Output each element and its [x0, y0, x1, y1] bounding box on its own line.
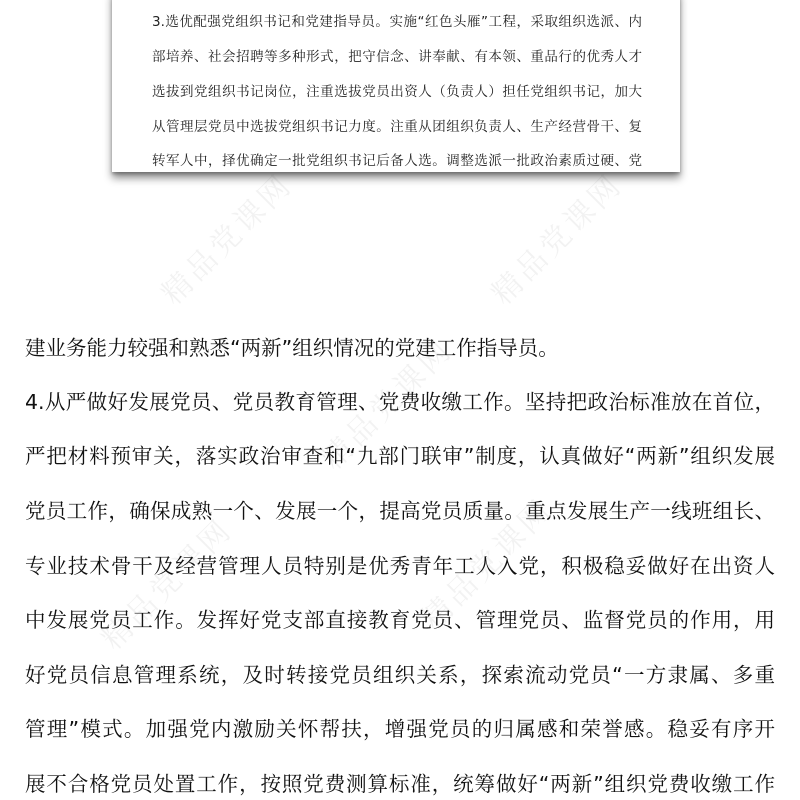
body-text-line: 党员工作，确保成熟一个、发展一个，提高党员质量。重点发展生产一线班组长、 [25, 499, 775, 523]
watermark: 精品党课网 [484, 166, 630, 312]
card-text-line: 3.选优配强党组织书记和党建指导员。实施“红色头雁”工程，采取组织选派、内 [152, 14, 642, 30]
body-text-line: 专业技术骨干及经营管理人员特别是优秀青年工人入党，积极稳妥做好在出资人 [25, 554, 775, 578]
card-text-line: 选拔到党组织书记岗位，注重选拔党员出资人（负责人）担任党组织书记，加大 [152, 84, 642, 100]
watermark: 精品党课网 [314, 331, 460, 477]
body-text-line: 4.从严做好发展党员、党员教育管理、党费收缴工作。坚持把政治标准放在首位， [25, 390, 775, 414]
card-text-line: 从管理层党员中选拔党组织书记力度。注重从团组织负责人、生产经营骨干、复 [152, 119, 642, 135]
card-text-line: 部培养、社会招聘等多种形式，把守信念、讲奉献、有本领、重品行的优秀人才 [152, 49, 642, 65]
body-text-line: 展不合格党员处置工作，按照党费测算标准，统筹做好“两新”组织党费收缴工作 [25, 772, 775, 796]
watermark: 精品党课网 [414, 491, 560, 637]
watermark: 精品党课网 [154, 166, 300, 312]
body-text-line: 管理”模式。加强党内激励关怀帮扶，增强党员的归属感和荣誉感。稳妥有序开 [25, 717, 775, 741]
body-text-line: 严把材料预审关，落实政治审查和“九部门联审”制度，认真做好“两新”组织发展 [25, 444, 775, 468]
watermark: 精品党课网 [94, 511, 240, 657]
document-page-preview [112, 0, 680, 172]
body-text-line: 中发展党员工作。发挥好党支部直接教育党员、管理党员、监督党员的作用，用 [25, 608, 775, 632]
card-text-line: 转军人中，择优确定一批党组织书记后备人选。调整选派一批政治素质过硬、党 [152, 153, 642, 169]
body-text-line: 建业务能力较强和熟悉“两新”组织情况的党建工作指导员。 [25, 336, 559, 360]
body-text-line: 好党员信息管理系统，及时转接党员组织关系，探索流动党员“一方隶属、多重 [25, 663, 775, 687]
